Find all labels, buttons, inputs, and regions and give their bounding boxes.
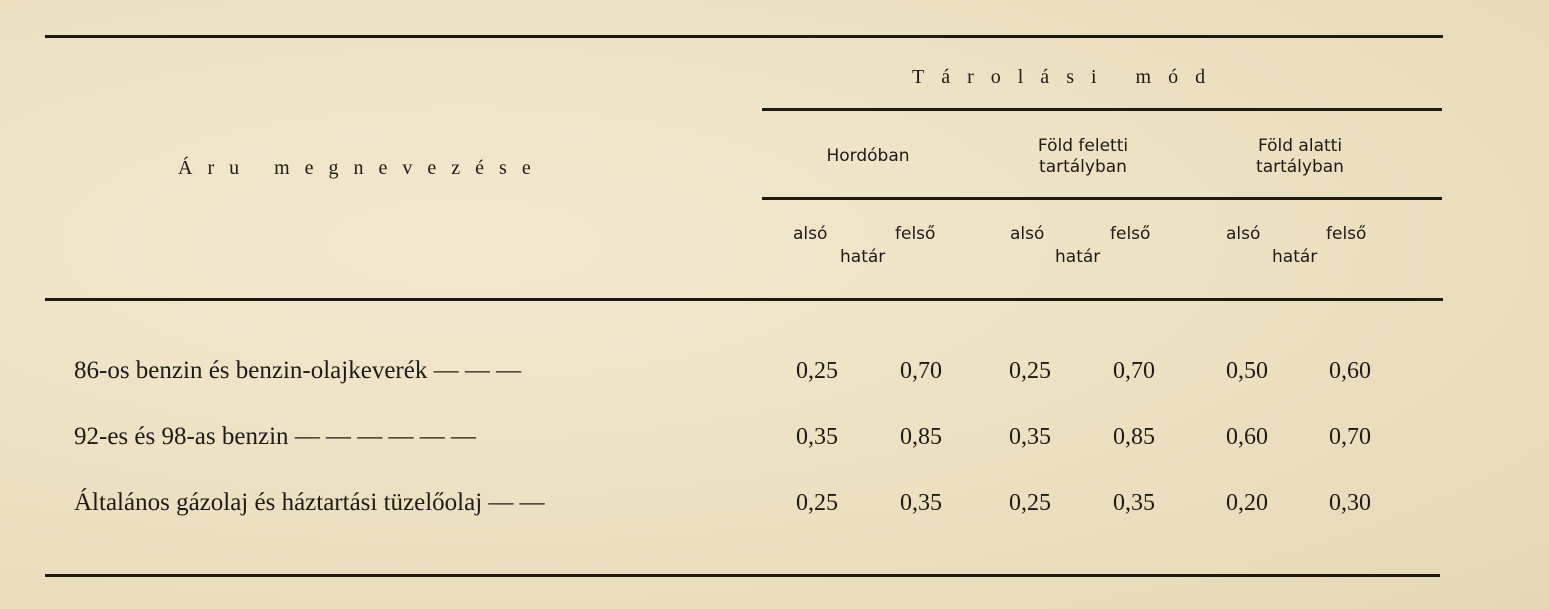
sub-header-upper: felső	[1326, 224, 1367, 244]
column-header-above-ground	[1003, 136, 1163, 178]
cell-value: 0,60	[1226, 424, 1268, 450]
sub-header-lower: alsó	[1226, 224, 1261, 244]
sub-header-lower: alsó	[1010, 224, 1045, 244]
sub-header-limit: határ	[1055, 247, 1101, 267]
column-header-line1: Föld alatti	[1257, 136, 1343, 156]
group-header: Tárolási mód	[912, 66, 1223, 88]
column-header-line2: tartályban	[1039, 157, 1127, 177]
cell-value: 0,50	[1226, 358, 1268, 384]
column-header-line1: Hordóban	[826, 146, 910, 166]
cell-value: 0,25	[1009, 358, 1051, 384]
cell-value: 0,35	[1009, 424, 1051, 450]
column-header-line1: Föld feletti	[1037, 136, 1129, 156]
sub-header-limit: határ	[1272, 247, 1318, 267]
cell-value: 0,35	[796, 424, 838, 450]
sub-header-limit: határ	[840, 247, 886, 267]
group-header-rule	[762, 108, 1442, 111]
table-top-rule	[45, 35, 1443, 38]
row-label: Általános gázolaj és háztartási tüzelőolaj — —	[74, 489, 545, 516]
cell-value: 0,30	[1329, 490, 1371, 516]
sub-header-lower: alsó	[793, 224, 828, 244]
row-label: 86-os benzin és benzin-olajkeverék — — —	[74, 357, 522, 384]
column-header-rule	[762, 197, 1442, 200]
cell-value: 0,70	[1329, 424, 1371, 450]
header-bottom-rule	[45, 298, 1443, 301]
cell-value: 0,25	[1009, 490, 1051, 516]
column-header-line2: tartályban	[1256, 157, 1344, 177]
column-header-barrel	[788, 146, 948, 167]
row-label: 92-es és 98-as benzin — — — — — —	[74, 423, 477, 450]
cell-value: 0,25	[796, 490, 838, 516]
cell-value: 0,70	[900, 358, 942, 384]
table-bottom-rule	[45, 574, 1440, 577]
cell-value: 0,25	[796, 358, 838, 384]
cell-value: 0,35	[1113, 490, 1155, 516]
cell-value: 0,35	[900, 490, 942, 516]
cell-value: 0,70	[1113, 358, 1155, 384]
sub-header-upper: felső	[1110, 224, 1151, 244]
cell-value: 0,20	[1226, 490, 1268, 516]
column-header-underground	[1220, 136, 1380, 178]
cell-value: 0,60	[1329, 358, 1371, 384]
sub-header-upper: felső	[895, 224, 936, 244]
cell-value: 0,85	[900, 424, 942, 450]
row-header: Áru megnevezése	[178, 157, 546, 179]
cell-value: 0,85	[1113, 424, 1155, 450]
